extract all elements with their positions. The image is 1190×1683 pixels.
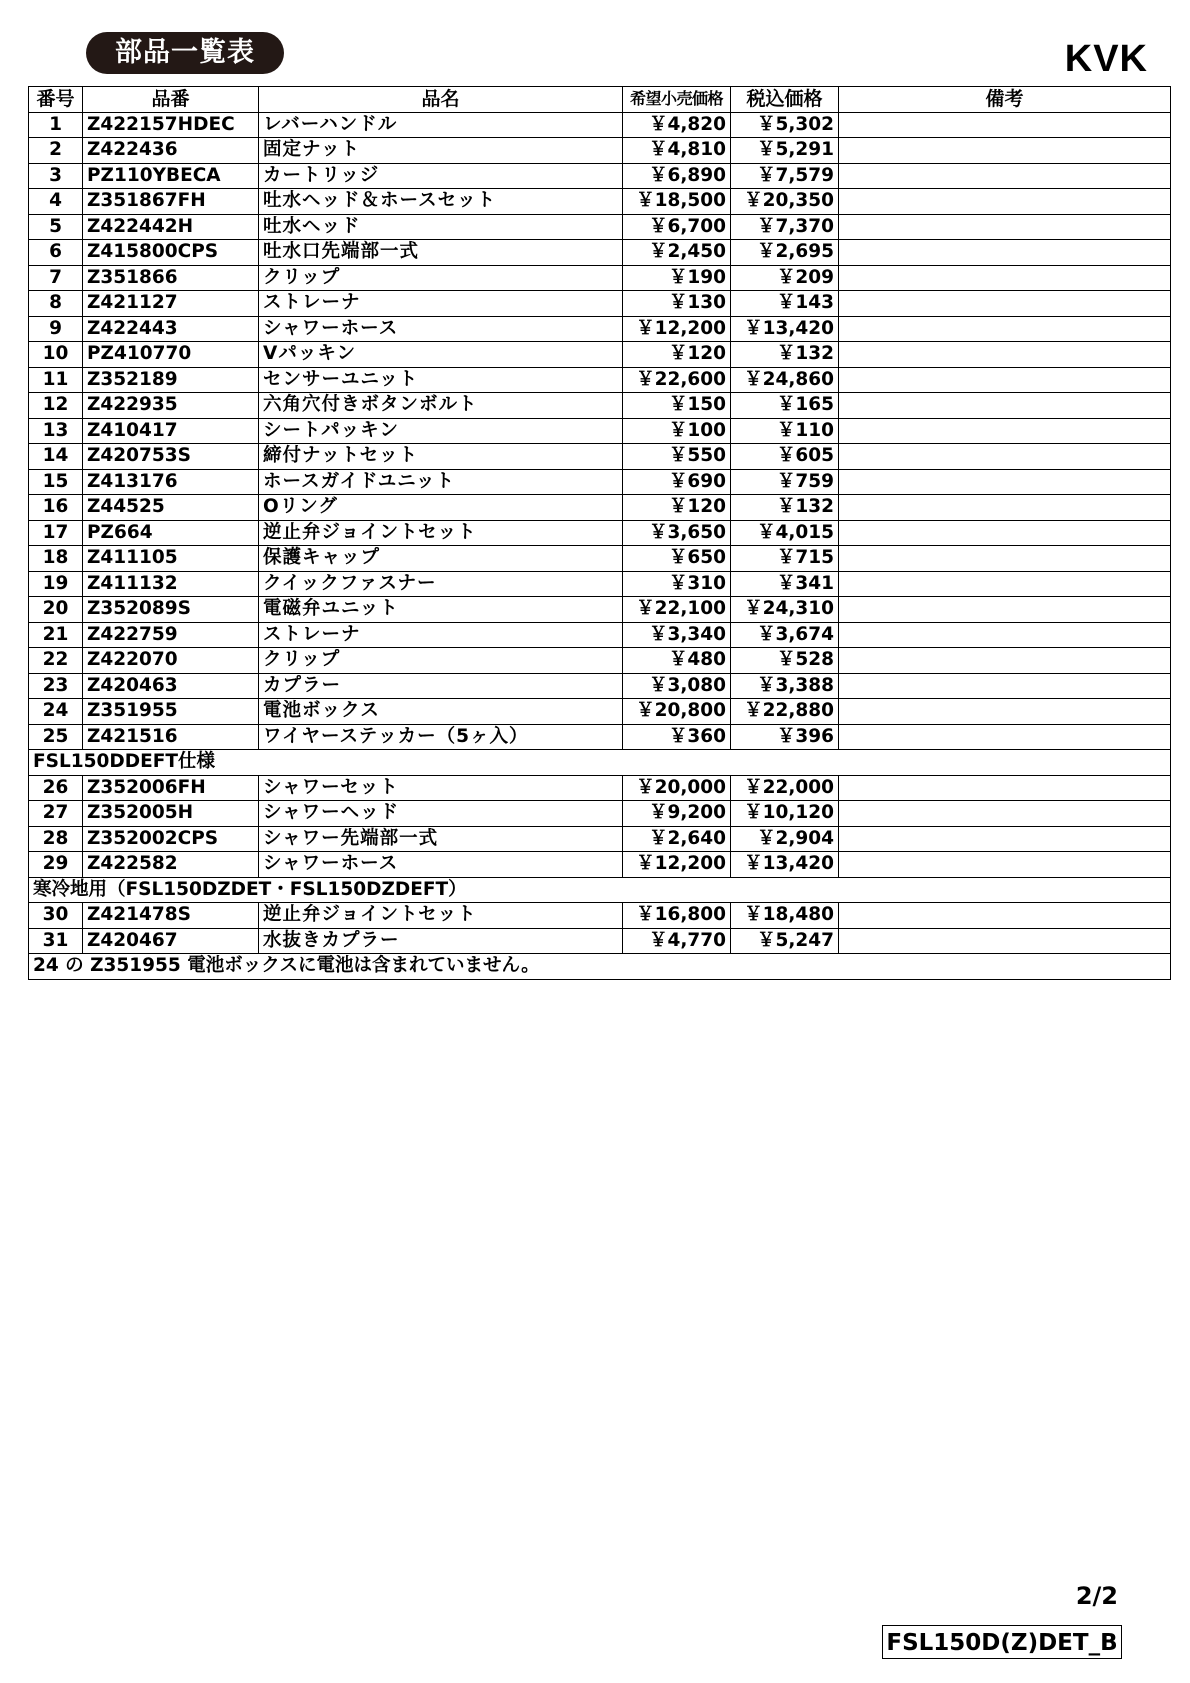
- row-number: 21: [29, 622, 83, 648]
- retail-price: ￥12,200: [623, 852, 731, 878]
- row-number: 6: [29, 240, 83, 266]
- row-number: 8: [29, 291, 83, 317]
- remarks: [839, 673, 1171, 699]
- part-number: Z420463: [83, 673, 259, 699]
- retail-price: ￥22,100: [623, 597, 731, 623]
- part-number: Z422442H: [83, 214, 259, 240]
- tax-included-price: ￥5,291: [731, 138, 839, 164]
- retail-price: ￥130: [623, 291, 731, 317]
- part-name: 吐水ヘッド＆ホースセット: [259, 189, 623, 215]
- retail-price: ￥22,600: [623, 367, 731, 393]
- model-code: FSL150D(Z)DET_B: [882, 1625, 1122, 1659]
- part-number: Z44525: [83, 495, 259, 521]
- tax-included-price: ￥132: [731, 495, 839, 521]
- tax-included-price: ￥209: [731, 265, 839, 291]
- tax-included-price: ￥5,302: [731, 112, 839, 138]
- tax-included-price: ￥110: [731, 418, 839, 444]
- table-header-row: [29, 87, 1171, 113]
- table-row: [29, 775, 1171, 801]
- part-number: Z411105: [83, 546, 259, 572]
- remarks: [839, 775, 1171, 801]
- table-row: [29, 393, 1171, 419]
- remarks: [839, 520, 1171, 546]
- retail-price: ￥120: [623, 342, 731, 368]
- retail-price: ￥690: [623, 469, 731, 495]
- part-number: PZ664: [83, 520, 259, 546]
- part-name: ワイヤーステッカー（5ヶ入）: [259, 724, 623, 750]
- row-number: 2: [29, 138, 83, 164]
- part-number: Z352189: [83, 367, 259, 393]
- remarks: [839, 495, 1171, 521]
- remarks: [839, 418, 1171, 444]
- remarks: [839, 214, 1171, 240]
- table-row: [29, 214, 1171, 240]
- table-row: [29, 316, 1171, 342]
- row-number: 20: [29, 597, 83, 623]
- col-header-part-number: 品番: [83, 87, 259, 113]
- row-number: 19: [29, 571, 83, 597]
- table-row: [29, 367, 1171, 393]
- retail-price: ￥16,800: [623, 903, 731, 929]
- part-number: Z420753S: [83, 444, 259, 470]
- part-number: Z422157HDEC: [83, 112, 259, 138]
- tax-included-price: ￥341: [731, 571, 839, 597]
- row-number: 14: [29, 444, 83, 470]
- table-row: [29, 699, 1171, 725]
- part-number: Z351866: [83, 265, 259, 291]
- table-row: [29, 495, 1171, 521]
- row-number: 5: [29, 214, 83, 240]
- part-name: 保護キャップ: [259, 546, 623, 572]
- tax-included-price: ￥22,880: [731, 699, 839, 725]
- part-number: PZ110YBECA: [83, 163, 259, 189]
- retail-price: ￥12,200: [623, 316, 731, 342]
- row-number: 10: [29, 342, 83, 368]
- col-header-remarks: 備考: [839, 87, 1171, 113]
- retail-price: ￥3,340: [623, 622, 731, 648]
- remarks: [839, 367, 1171, 393]
- part-name: Vパッキン: [259, 342, 623, 368]
- part-number: Z422070: [83, 648, 259, 674]
- part-name: シャワー先端部一式: [259, 826, 623, 852]
- row-number: 27: [29, 801, 83, 827]
- part-name: 締付ナットセット: [259, 444, 623, 470]
- table-note: 24 の Z351955 電池ボックスに電池は含まれていません。: [29, 954, 1171, 980]
- row-number: 17: [29, 520, 83, 546]
- tax-included-price: ￥132: [731, 342, 839, 368]
- note-row: [29, 954, 1171, 980]
- retail-price: ￥20,000: [623, 775, 731, 801]
- page-number: 2/2: [1075, 1582, 1118, 1610]
- table-row: [29, 265, 1171, 291]
- retail-price: ￥480: [623, 648, 731, 674]
- section-row: [29, 750, 1171, 776]
- retail-price: ￥2,450: [623, 240, 731, 266]
- tax-included-price: ￥605: [731, 444, 839, 470]
- part-number: Z352089S: [83, 597, 259, 623]
- remarks: [839, 546, 1171, 572]
- part-number: Z422436: [83, 138, 259, 164]
- tax-included-price: ￥528: [731, 648, 839, 674]
- table-row: [29, 928, 1171, 954]
- remarks: [839, 316, 1171, 342]
- part-number: Z420467: [83, 928, 259, 954]
- row-number: 15: [29, 469, 83, 495]
- part-number: Z413176: [83, 469, 259, 495]
- remarks: [839, 342, 1171, 368]
- table-row: [29, 469, 1171, 495]
- remarks: [839, 163, 1171, 189]
- retail-price: ￥100: [623, 418, 731, 444]
- retail-price: ￥150: [623, 393, 731, 419]
- remarks: [839, 444, 1171, 470]
- remarks: [839, 469, 1171, 495]
- part-number: Z422935: [83, 393, 259, 419]
- table-row: [29, 163, 1171, 189]
- remarks: [839, 826, 1171, 852]
- remarks: [839, 571, 1171, 597]
- row-number: 12: [29, 393, 83, 419]
- page-title: 部品一覧表: [86, 32, 284, 74]
- brand-logo: KVK: [1064, 38, 1148, 80]
- retail-price: ￥360: [623, 724, 731, 750]
- part-name: クリップ: [259, 648, 623, 674]
- part-number: Z415800CPS: [83, 240, 259, 266]
- remarks: [839, 699, 1171, 725]
- tax-included-price: ￥715: [731, 546, 839, 572]
- remarks: [839, 138, 1171, 164]
- section-row: [29, 877, 1171, 903]
- part-name: 六角穴付きボタンボルト: [259, 393, 623, 419]
- tax-included-price: ￥2,904: [731, 826, 839, 852]
- table-row: [29, 240, 1171, 266]
- part-number: Z410417: [83, 418, 259, 444]
- row-number: 18: [29, 546, 83, 572]
- remarks: [839, 189, 1171, 215]
- tax-included-price: ￥5,247: [731, 928, 839, 954]
- table-row: [29, 138, 1171, 164]
- row-number: 23: [29, 673, 83, 699]
- table-row: [29, 571, 1171, 597]
- part-name: 水抜きカプラー: [259, 928, 623, 954]
- table-row: [29, 342, 1171, 368]
- retail-price: ￥6,700: [623, 214, 731, 240]
- tax-included-price: ￥24,310: [731, 597, 839, 623]
- col-header-tax-price: 税込価格: [731, 87, 839, 113]
- row-number: 7: [29, 265, 83, 291]
- remarks: [839, 597, 1171, 623]
- row-number: 22: [29, 648, 83, 674]
- table-row: [29, 852, 1171, 878]
- row-number: 30: [29, 903, 83, 929]
- part-name: 逆止弁ジョイントセット: [259, 903, 623, 929]
- table-row: [29, 724, 1171, 750]
- col-header-name: 品名: [259, 87, 623, 113]
- part-name: Oリング: [259, 495, 623, 521]
- col-header-retail-price: 希望小売価格: [623, 87, 731, 113]
- part-number: Z351955: [83, 699, 259, 725]
- tax-included-price: ￥13,420: [731, 852, 839, 878]
- part-number: Z421127: [83, 291, 259, 317]
- part-name: シートパッキン: [259, 418, 623, 444]
- part-number: Z352002CPS: [83, 826, 259, 852]
- part-name: 電磁弁ユニット: [259, 597, 623, 623]
- row-number: 26: [29, 775, 83, 801]
- part-name: カートリッジ: [259, 163, 623, 189]
- tax-included-price: ￥396: [731, 724, 839, 750]
- tax-included-price: ￥7,579: [731, 163, 839, 189]
- table-row: [29, 112, 1171, 138]
- part-number: Z422759: [83, 622, 259, 648]
- part-name: 逆止弁ジョイントセット: [259, 520, 623, 546]
- section-label: 寒冷地用（FSL150DZDET・FSL150DZDEFT）: [29, 877, 1171, 903]
- part-name: 吐水口先端部一式: [259, 240, 623, 266]
- part-name: ストレーナ: [259, 622, 623, 648]
- part-name: シャワーホース: [259, 316, 623, 342]
- tax-included-price: ￥13,420: [731, 316, 839, 342]
- retail-price: ￥20,800: [623, 699, 731, 725]
- table-row: [29, 622, 1171, 648]
- remarks: [839, 265, 1171, 291]
- row-number: 29: [29, 852, 83, 878]
- retail-price: ￥4,820: [623, 112, 731, 138]
- retail-price: ￥550: [623, 444, 731, 470]
- part-number: Z352005H: [83, 801, 259, 827]
- tax-included-price: ￥165: [731, 393, 839, 419]
- part-name: カプラー: [259, 673, 623, 699]
- table-row: [29, 826, 1171, 852]
- retail-price: ￥4,770: [623, 928, 731, 954]
- part-name: レバーハンドル: [259, 112, 623, 138]
- row-number: 11: [29, 367, 83, 393]
- tax-included-price: ￥3,674: [731, 622, 839, 648]
- tax-included-price: ￥4,015: [731, 520, 839, 546]
- retail-price: ￥9,200: [623, 801, 731, 827]
- row-number: 16: [29, 495, 83, 521]
- part-number: Z422582: [83, 852, 259, 878]
- row-number: 25: [29, 724, 83, 750]
- remarks: [839, 648, 1171, 674]
- part-name: センサーユニット: [259, 367, 623, 393]
- part-name: 吐水ヘッド: [259, 214, 623, 240]
- part-number: Z351867FH: [83, 189, 259, 215]
- row-number: 24: [29, 699, 83, 725]
- remarks: [839, 291, 1171, 317]
- remarks: [839, 724, 1171, 750]
- part-name: 電池ボックス: [259, 699, 623, 725]
- part-number: Z422443: [83, 316, 259, 342]
- remarks: [839, 903, 1171, 929]
- remarks: [839, 852, 1171, 878]
- row-number: 13: [29, 418, 83, 444]
- part-number: PZ410770: [83, 342, 259, 368]
- row-number: 31: [29, 928, 83, 954]
- tax-included-price: ￥7,370: [731, 214, 839, 240]
- table-row: [29, 597, 1171, 623]
- remarks: [839, 393, 1171, 419]
- table-row: [29, 673, 1171, 699]
- part-name: ホースガイドユニット: [259, 469, 623, 495]
- table-row: [29, 418, 1171, 444]
- tax-included-price: ￥143: [731, 291, 839, 317]
- row-number: 1: [29, 112, 83, 138]
- remarks: [839, 801, 1171, 827]
- col-header-no: 番号: [29, 87, 83, 113]
- section-label: FSL150DDEFT仕様: [29, 750, 1171, 776]
- part-number: Z421516: [83, 724, 259, 750]
- retail-price: ￥310: [623, 571, 731, 597]
- tax-included-price: ￥3,388: [731, 673, 839, 699]
- tax-included-price: ￥24,860: [731, 367, 839, 393]
- part-name: シャワーホース: [259, 852, 623, 878]
- row-number: 9: [29, 316, 83, 342]
- table-row: [29, 903, 1171, 929]
- remarks: [839, 112, 1171, 138]
- part-name: クイックファスナー: [259, 571, 623, 597]
- tax-included-price: ￥10,120: [731, 801, 839, 827]
- table-row: [29, 520, 1171, 546]
- part-name: 固定ナット: [259, 138, 623, 164]
- retail-price: ￥6,890: [623, 163, 731, 189]
- part-number: Z352006FH: [83, 775, 259, 801]
- retail-price: ￥650: [623, 546, 731, 572]
- tax-included-price: ￥759: [731, 469, 839, 495]
- part-name: シャワーセット: [259, 775, 623, 801]
- part-number: Z411132: [83, 571, 259, 597]
- table-row: [29, 444, 1171, 470]
- retail-price: ￥120: [623, 495, 731, 521]
- remarks: [839, 240, 1171, 266]
- row-number: 4: [29, 189, 83, 215]
- parts-table: [28, 86, 1171, 980]
- remarks: [839, 622, 1171, 648]
- table-row: [29, 291, 1171, 317]
- parts-table-body: [29, 112, 1171, 979]
- part-name: ストレーナ: [259, 291, 623, 317]
- retail-price: ￥2,640: [623, 826, 731, 852]
- part-name: シャワーヘッド: [259, 801, 623, 827]
- table-row: [29, 648, 1171, 674]
- retail-price: ￥4,810: [623, 138, 731, 164]
- part-name: クリップ: [259, 265, 623, 291]
- remarks: [839, 928, 1171, 954]
- row-number: 3: [29, 163, 83, 189]
- tax-included-price: ￥2,695: [731, 240, 839, 266]
- retail-price: ￥190: [623, 265, 731, 291]
- tax-included-price: ￥18,480: [731, 903, 839, 929]
- table-row: [29, 801, 1171, 827]
- table-row: [29, 189, 1171, 215]
- retail-price: ￥3,080: [623, 673, 731, 699]
- retail-price: ￥3,650: [623, 520, 731, 546]
- part-number: Z421478S: [83, 903, 259, 929]
- table-row: [29, 546, 1171, 572]
- tax-included-price: ￥20,350: [731, 189, 839, 215]
- tax-included-price: ￥22,000: [731, 775, 839, 801]
- row-number: 28: [29, 826, 83, 852]
- retail-price: ￥18,500: [623, 189, 731, 215]
